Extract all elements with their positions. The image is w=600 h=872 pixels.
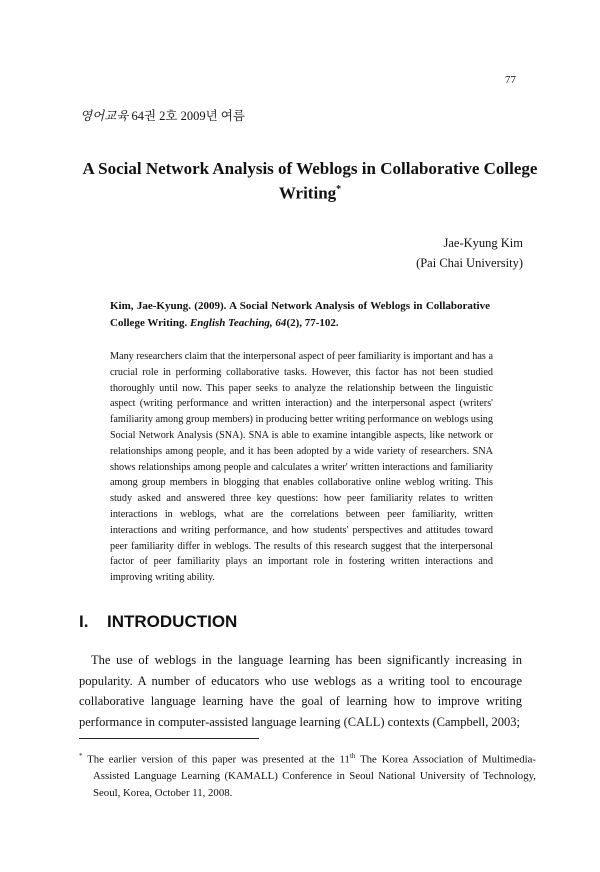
- journal-header: [80, 106, 245, 124]
- footnote-text-after: The Korea Association of Multimedia-Assisted Language Learning (KAMALL) Conference in Seoul National University of Technology, Seoul, Korea, October 11, 2008.: [93, 753, 536, 799]
- author-affiliation: (Pai Chai University): [416, 256, 523, 270]
- citation: [110, 298, 490, 332]
- title-footnote-marker: *: [336, 184, 342, 195]
- footnote-divider: [79, 738, 259, 739]
- citation-tail: (2), 77-102.: [286, 317, 339, 329]
- footnote-superscript: th: [349, 752, 356, 760]
- footnote-marker: *: [79, 752, 83, 760]
- section-number: I.: [79, 612, 89, 631]
- issue-info: 64권 2호 2009년 여름: [131, 109, 245, 123]
- article-title-text: A Social Network Analysis of Weblogs in Collaborative College Writing: [82, 159, 538, 203]
- citation-journal: English Teaching, 64: [189, 317, 287, 329]
- citation-lead: Kim, Jae-Kyung. (2009). A Social Network Analysis of Weblogs in Collaborative College Writing.: [110, 300, 490, 329]
- footnote-text-before: The earlier version of this paper was presented at the 11: [87, 753, 350, 766]
- journal-name: 영어교육: [80, 109, 129, 123]
- author-block: [416, 233, 523, 273]
- article-title: [60, 158, 560, 204]
- intro-paragraph: The use of weblogs in the language learning has been significantly increasing in popularity. A number of educators who use weblogs as a writing tool to encourage collaborative language learning have the goal of learning how to improve writing performance in computer-assisted language learning (CALL) contexts (Campbell, 2003;: [79, 653, 522, 729]
- section-title: INTRODUCTION: [107, 612, 238, 631]
- section-heading: [79, 612, 237, 632]
- abstract: Many researchers claim that the interpersonal aspect of peer familiarity is important and has a crucial role in performing collaborative tasks. However, this factor has not been studied thoroughly until now. This paper seeks to analyze the relationship between the linguistic aspect (writing performance and written interaction) and the interpersonal aspect (writers' familiarity among group members) in producing better writing performance on weblogs using Social Network Analysis (SNA). SNA is able to examine intangible aspects, like network or relationships among people, and it has been adopted by a wide variety of researchers. SNA shows relationships among people and calculates a writer' written interactions and familiarity among group members in blogging that enables collaborative online weblog writing. This study asked and answered three key questions: how peer familiarity relates to written interactions in weblogs, what are the correlations between peer familiarity, written interactions and writing performance, and how students' perspectives and attitudes toward peer familiarity differ in weblogs. The results of this research suggest that the interpersonal factor of peer familiarity plays an important role in fostering written interactions and improving writing ability.: [110, 351, 493, 584]
- footnote: [79, 748, 536, 801]
- author-name: Jae-Kyung Kim: [443, 236, 523, 250]
- page-number: 77: [505, 74, 516, 86]
